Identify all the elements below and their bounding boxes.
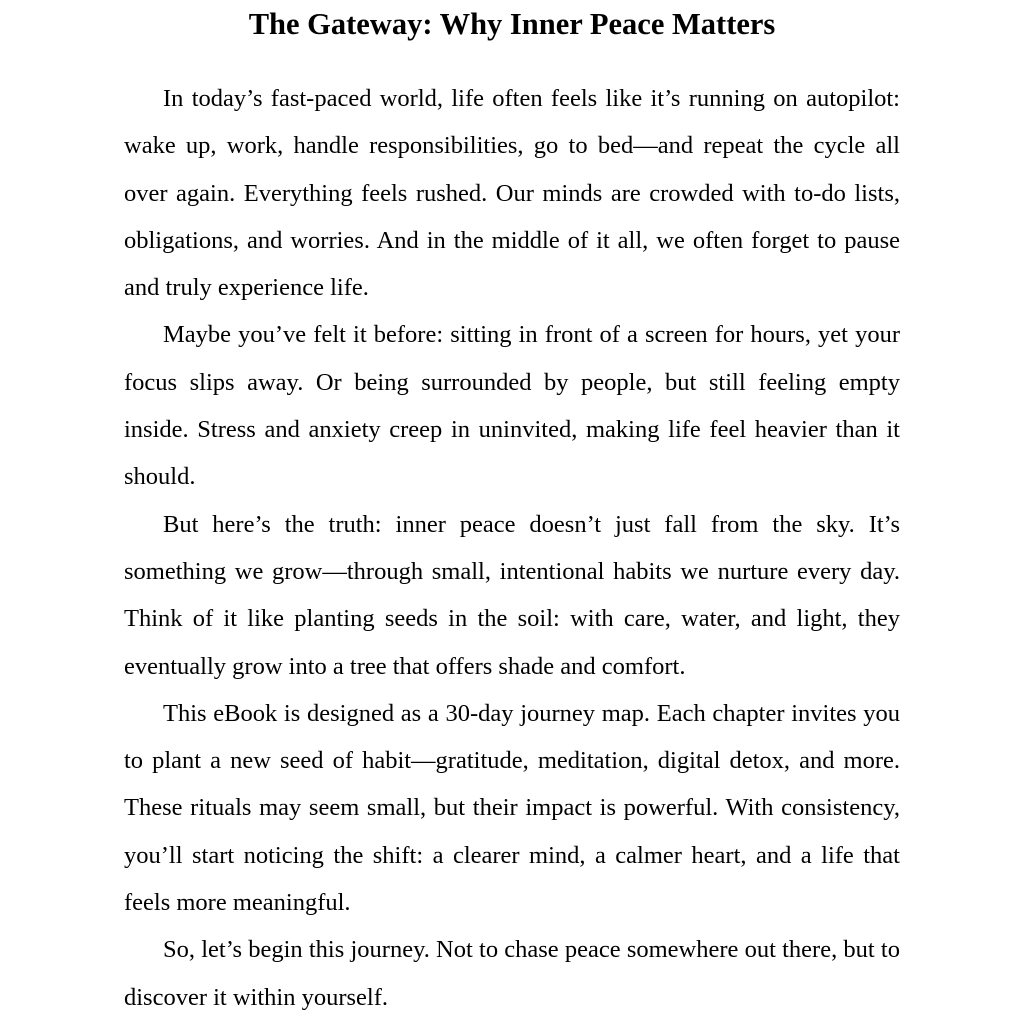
paragraph-5: So, let’s begin this journey. Not to chase peace somewhere out there, but to discover it within yourself. xyxy=(124,936,900,1011)
paragraph-3: But here’s the truth: inner peace doesn’t just fall from the sky. It’s something we grow—through small, intentional habits we nurture every day. Think of it like planting seeds in the soil: with care, water, and light, they eventually grow into a tree that offers shade and comfort. xyxy=(124,510,900,680)
paragraph-2: Maybe you’ve felt it before: sitting in front of a screen for hours, yet your focus slips away. Or being surrounded by people, but still feeling empty inside. Stress and anxiety creep in uninvited, making life feel heavier than it should. xyxy=(124,321,900,491)
paragraph-4: This eBook is designed as a 30-day journey map. Each chapter invites you to plant a new seed of habit—gratitude, meditation, digital detox, and more. These rituals may seem small, but their impact is powerful. With consistency, you’ll start noticing the shift: a clearer mind, a calmer heart, and a life that feels more meaningful. xyxy=(124,699,900,917)
document-page xyxy=(124,0,900,1024)
paragraph-1: In today’s fast-paced world, life often feels like it’s running on autopilot: wake up, work, handle responsibilities, go to bed—and repeat the cycle all over again. Everything feels rushed. Our minds are crowded with to-do lists, obligations, and worries. And in the middle of it all, we often forget to pause and truly experience life. xyxy=(124,85,900,302)
chapter-body xyxy=(124,75,900,1021)
chapter-title: The Gateway: Why Inner Peace Matters xyxy=(248,7,776,41)
